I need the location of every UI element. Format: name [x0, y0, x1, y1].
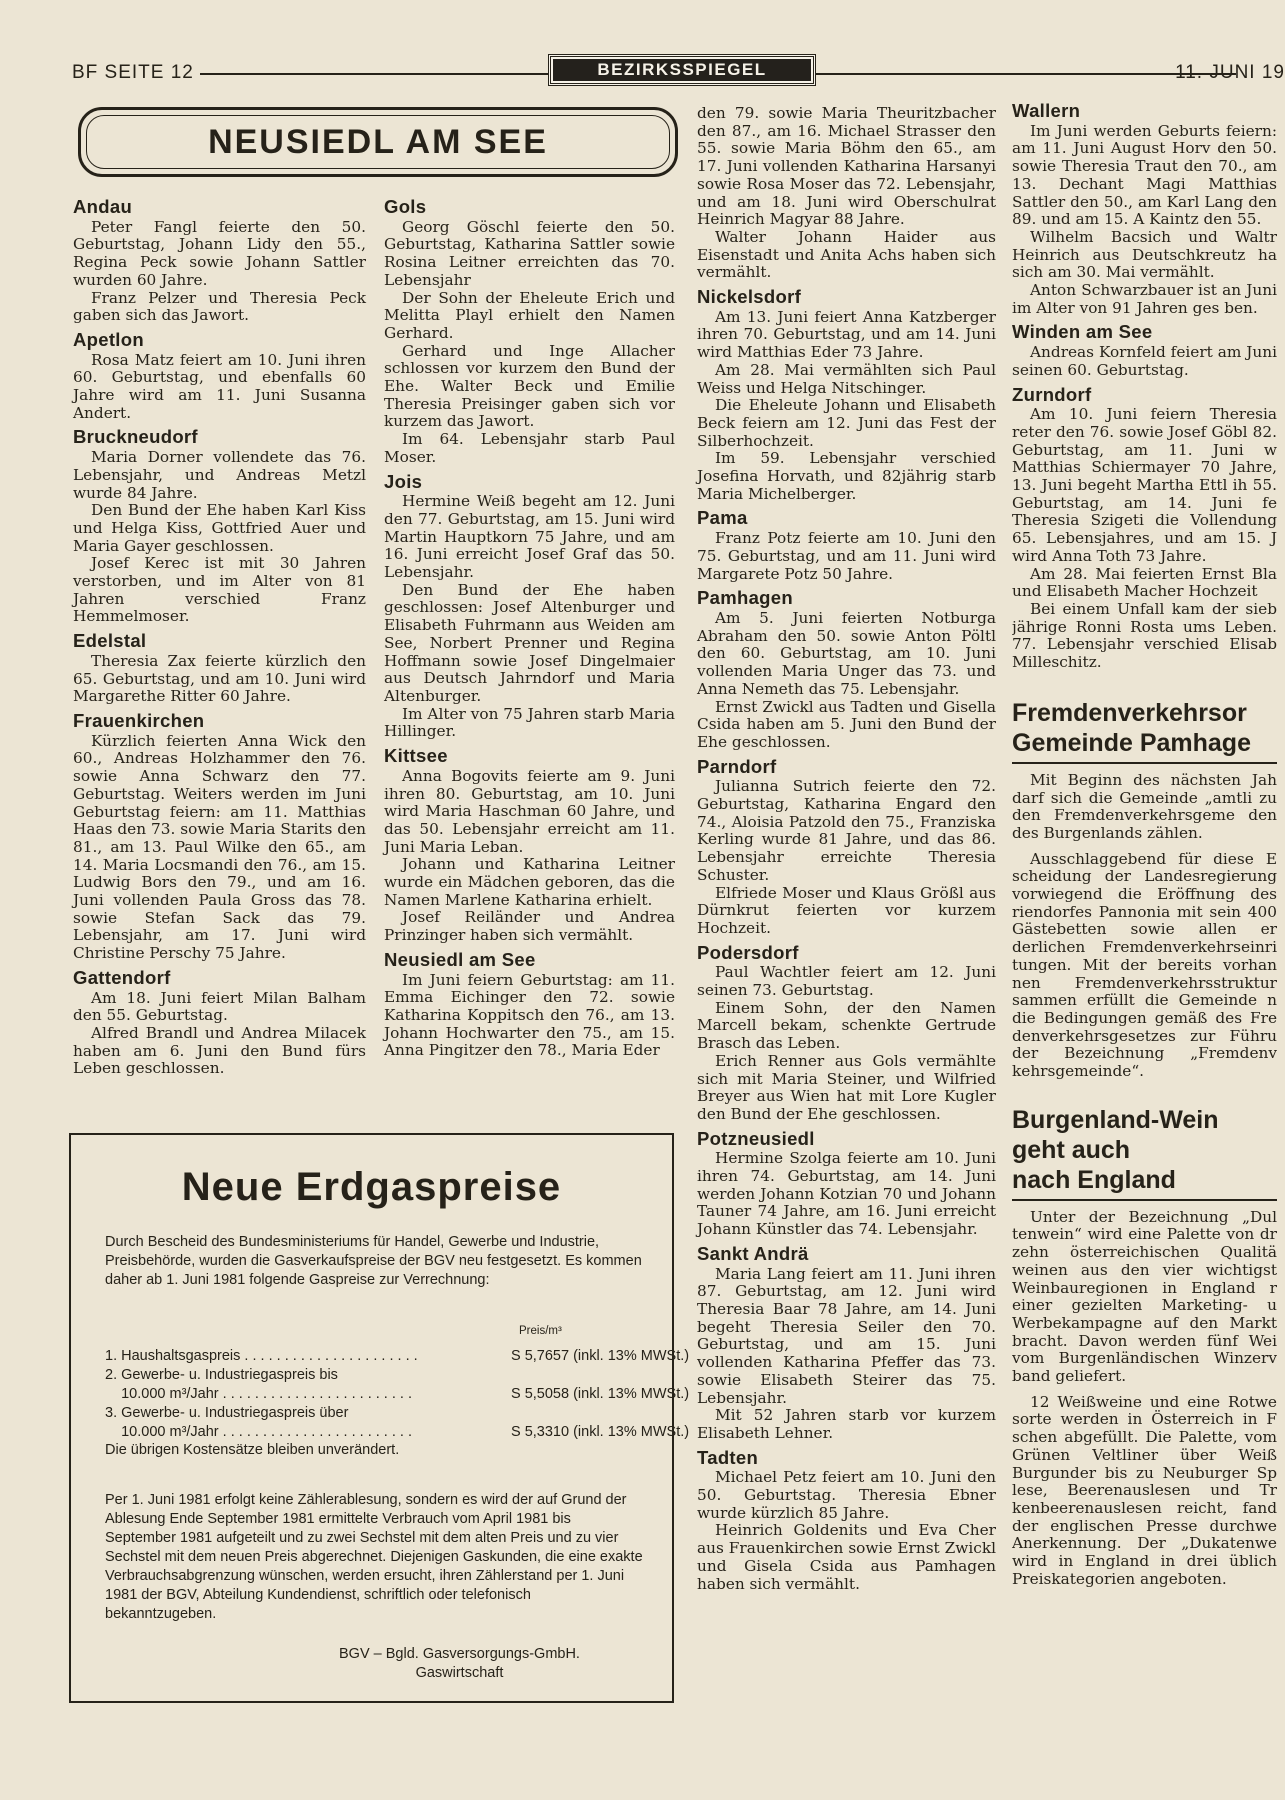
village-heading: Sankt Andrä	[697, 1242, 809, 1264]
village-heading: Podersdorf	[697, 941, 799, 963]
village-heading: Gattendorf	[73, 966, 171, 988]
village-heading: Zurndorf	[1012, 383, 1092, 405]
paragraph: Franz Potz feierte am 10. Juni den 75. Geburtstag, und am 11. Juni wird Margarete Potz 50 Jahre.	[697, 529, 996, 583]
section-label: BEZIRKSSPIEGEL	[553, 59, 811, 81]
paragraph: Die Eheleute Johann und Elisabeth Beck feiern am 12. Juni das Fest der Silberhochzeit.	[697, 396, 996, 450]
article-fremdenverkehr-title	[1012, 698, 1277, 758]
divider	[1012, 762, 1277, 764]
gas-price-ad	[69, 1133, 690, 1703]
paragraph: Mit 52 Jahren starb vor kurzem Elisabeth Lehner.	[697, 1406, 996, 1442]
village-heading: Neusiedl am See	[384, 948, 536, 970]
price-value: S 5,3310 (inkl. 13% MWSt.)	[511, 1424, 690, 1440]
village-heading: Kittsee	[384, 745, 448, 767]
paragraph: Am 28. Mai vermählten sich Paul Weiss und Helga Nitschinger.	[697, 360, 996, 397]
paragraph: Im Alter von 75 Jahren starb Maria Hillinger.	[384, 704, 675, 741]
paragraph: Kürzlich feierten Anna Wick den 60., Andreas Holzhammer den 76. sowie Anna Schwarz den 77. Geburtstag. Weiters werden im Juni Geburtstag feiern: am 11. Matthias Haas den 73. sowie Maria Starits den 81., am 13. Paul Wilke den 65., am 14. Maria Locsmandi den 76., am 15. Ludwig Bors den 79., und am 16. Juni vollenden Paula Gross das 78. sowie Stefan Sack das 79. Lebensjahr, am 17. Juni wird Christine Perschy 75 Jahre.	[73, 731, 366, 963]
title-line: Fremdenverkehrsor	[1012, 698, 1247, 727]
ad-title: Neue Erdgaspreise	[181, 1165, 562, 1209]
paragraph: Gerhard und Inge Allacher schlossen vor kurzem den Bund der Ehe. Walter Beck und Emilie Theresia Preisinger gaben sich vor kurzem das Jawort.	[384, 341, 675, 431]
paragraph: Am 18. Juni feiert Milan Balham den 55. Geburtstag.	[73, 988, 366, 1025]
paragraph: Josef Kerec ist mit 30 Jahren verstorben, und im Alter von 81 Jahren verschied Franz Hemmelmoser.	[73, 554, 366, 626]
village-heading: Andau	[73, 196, 133, 217]
paragraph: Unter der Bezeichnung „Dul tenwein“ wird eine Palette von dr zehn österreichischen Qualitä weinen aus den vier wichtigst Weinbauregionen in England r einer gezielten Marketing- u Werbekampagne auf den Markt bracht. Davon werden fünf Wei vom Burgenländischen Winzerv band geliefert.	[1012, 1207, 1277, 1386]
news-column-2	[384, 198, 675, 1060]
paragraph: Hermine Weiß begeht am 12. Juni den 77. Geburtstag, am 15. Juni wird Martin Hauptkorn 75 Jahre, und am 16. Juni erreicht Josef Graf das 50. Lebensjahr.	[384, 492, 675, 582]
village-heading: Pamhagen	[697, 587, 793, 609]
price-label: 2. Gewerbe- u. Industriegaspreis bis	[105, 1367, 338, 1383]
price-label: 10.000 m³/Jahr . . . . . . . . . . . . . . . . . . . . . . . .	[105, 1386, 413, 1402]
paragraph: Ernst Zwickl aus Tadten und Gisella Csida haben am 5. Juni den Bund der Ehe geschlossen.	[697, 697, 996, 751]
ad-intro: Durch Bescheid des Bundesministeriums für Handel, Gewerbe und Industrie, Preisbehörde, wurden die Gasverkaufspreise der BGV neu festgesetzt. Es kommen daher ab 1. Juni 1981 folgende Gaspreise zur Verrechnung:	[105, 1234, 642, 1288]
masthead-title: NEUSIEDL AM SEE	[86, 115, 670, 169]
village-news-4	[1012, 102, 1277, 672]
paragraph: Maria Dorner vollendete das 76. Lebensjahr, und Andreas Metzl wurde 84 Jahre.	[73, 448, 366, 502]
paragraph: Walter Johann Haider aus Eisenstadt und Anita Achs haben sich vermählt.	[697, 227, 996, 282]
price-label: 10.000 m³/Jahr . . . . . . . . . . . . . . . . . . . . . . . .	[105, 1424, 413, 1440]
page-number: BF SEITE 12	[72, 62, 194, 83]
price-label: 3. Gewerbe- u. Industriegaspreis über	[105, 1405, 349, 1421]
ad-note: Die übrigen Kostensätze bleiben unverändert.	[105, 1442, 400, 1458]
paragraph: Alfred Brandl und Andrea Milacek haben am 6. Juni den Bund fürs Leben geschlossen.	[73, 1023, 366, 1078]
title-line: geht auch	[1012, 1135, 1131, 1164]
masthead	[78, 107, 678, 177]
village-heading: Potzneusiedl	[697, 1127, 815, 1149]
paragraph: den 79. sowie Maria Theuritzbacher den 87., am 16. Michael Strasser den 55. sowie Maria Böhm den 65., am 17. Juni vollenden Katharina Harsanyi sowie Rosa Moser das 72. Lebensjahr, und am 18. Juni wird Oberschulrat Heinrich Magyar 88 Jahre.	[697, 104, 996, 229]
paragraph: Andreas Kornfeld feiert am Juni seinen 60. Geburtstag.	[1012, 343, 1277, 379]
header-rule-left	[200, 73, 548, 75]
paragraph: Der Sohn der Eheleute Erich und Melitta Playl erhielt den Namen Gerhard.	[384, 288, 675, 342]
village-heading: Jois	[384, 470, 423, 492]
village-heading: Winden am See	[1012, 321, 1153, 343]
paragraph: Elfriede Moser und Klaus Größl aus Dürnkrut feierten vor kurzem Hochzeit.	[697, 883, 996, 937]
paragraph: Den Bund der Ehe haben Karl Kiss und Helga Kiss, Gottfried Auer und Maria Gayer geschlossen.	[73, 501, 366, 555]
paragraph: Am 13. Juni feiert Anna Katzberger ihren 70. Geburtstag, und am 14. Juni wird Matthias Eder 73 Jahre.	[697, 307, 996, 362]
paragraph: Hermine Szolga feierte am 10. Juni ihren 74. Geburtstag, am 14. Juni werden Johann Kotzian 70 und Johann Tauner 74 Jahre, am 16. Juni erreicht Johann Künstler das 74. Lebensjahr.	[697, 1149, 996, 1239]
news-column-1	[73, 198, 366, 1078]
paragraph: Anton Schwarzbauer ist an Juni im Alter von 91 Jahren ges ben.	[1012, 281, 1277, 317]
village-heading: Parndorf	[697, 755, 777, 777]
news-column-4	[1012, 102, 1277, 1742]
paragraph: Julianna Sutrich feierte den 72. Geburtstag, Katharina Engard den 74., Aloisia Patzold den 75., Franziska Kerling wurde 81 Jahre, und das 86. Lebensjahr erreichte Theresia Schuster.	[697, 777, 996, 884]
paragraph: Theresia Zax feierte kürzlich den 65. Geburtstag, und am 10. Juni wird Margarethe Ritter 60 Jahre.	[73, 651, 366, 706]
paragraph: Wilhelm Bacsich und Waltr Heinrich aus Deutschkreutz ha sich am 30. Mai vermählt.	[1012, 227, 1277, 282]
paragraph: Franz Pelzer und Theresia Peck gaben sich das Jawort.	[73, 288, 366, 325]
paragraph: Im 59. Lebensjahr verschied Josefina Horvath, und 82jährig starb Maria Michelberger.	[697, 449, 996, 503]
title-line: nach England	[1012, 1165, 1176, 1194]
issue-date: 11. JUNI 19	[1175, 62, 1285, 83]
village-heading: Apetlon	[73, 328, 144, 350]
paragraph: Den Bund der Ehe haben geschlossen: Josef Altenburger und Elisabeth Fuhrmann aus Weiden am See, Norbert Prenner und Regina Hoffmann sowie Josef Dingelmaier aus Deutsch Jahrndorf und Maria Altenburger.	[384, 580, 675, 705]
village-heading: Bruckneudorf	[73, 426, 198, 448]
article-fremdenverkehr-body	[1012, 772, 1277, 1081]
header-rule-right	[816, 73, 1236, 75]
paragraph: Johann und Katharina Leitner wurde ein Mädchen geboren, das die Namen Marlene Katharina erhielt.	[384, 855, 675, 909]
price-value: S 5,7657 (inkl. 13% MWSt.)	[511, 1348, 690, 1364]
news-column-3	[697, 105, 996, 1593]
page-header	[70, 58, 1285, 88]
paragraph: Rosa Matz feiert am 10. Juni ihren 60. Geburtstag, und ebenfalls 60 Jahre wird am 11. Juni Susanna Andert.	[73, 350, 366, 422]
signature-line: BGV – Bgld. Gasversorgungs-GmbH.	[339, 1646, 580, 1662]
paragraph: Im Juni feiern Geburtstag: am 11. Emma Eichinger den 72. sowie Katharina Koppitsch den 76., am 13. Johann Hochwarter den 75., am 15. Anna Pingitzer den 78., Maria Eder	[384, 970, 675, 1060]
price-value: S 5,5058 (inkl. 13% MWSt.)	[511, 1386, 690, 1402]
village-heading: Wallern	[1012, 102, 1081, 121]
price-unit: Preis/m³	[519, 1325, 562, 1337]
village-heading: Pama	[697, 507, 748, 529]
paragraph: 12 Weißweine und eine Rotwe sorte werden in Österreich in F schen abgefüllt. Die Palette, vom Grünen Veltliner über Weiß Burgunder bis zu Neuburger Sp lese, Beerenauslesen und Tr kenbeerenauslesen reicht, fand der englischen Presse durchwe Anerkennung. Der „Dukatenwe wird in England in drei üblich Preiskategorien angeboten.	[1012, 1392, 1277, 1588]
ad-signature	[339, 1645, 580, 1683]
paragraph: Anna Bogovits feierte am 9. Juni ihren 80. Geburtstag, am 10. Juni wird Maria Haschman 60 Jahre, und das 50. Lebensjahr erreicht am 11. Juni Maria Leban.	[384, 766, 675, 856]
paragraph: Josef Reiländer und Andrea Prinzinger haben sich vermählt.	[384, 908, 675, 945]
article-wein-body	[1012, 1209, 1277, 1589]
village-heading: Tadten	[697, 1446, 759, 1468]
paragraph: Im 64. Lebensjahr starb Paul Moser.	[384, 430, 675, 466]
price-label: 1. Haushaltsgaspreis . . . . . . . . . . . . . . . . . . . . . .	[105, 1348, 418, 1364]
paragraph: Georg Göschl feierte den 50. Geburtstag, Katharina Sattler sowie Rosina Leitner erreichten das 70. Lebensjahr	[384, 217, 675, 289]
divider	[1012, 1199, 1277, 1201]
paragraph: Bei einem Unfall kam der sieb jährige Ronni Rosta ums Leben. 77. Lebensjahr verschied Elisab Milleschitz.	[1012, 599, 1277, 672]
paragraph: Paul Wachtler feiert am 12. Juni seinen 73. Geburtstag.	[697, 963, 996, 1000]
article-wein-title	[1012, 1105, 1277, 1195]
paragraph: Maria Lang feiert am 11. Juni ihren 87. Geburtstag, am 12. Juni wird Theresia Baar 78 Jahre, am 14. Juni begeht Theresia Seiler den 70. Geburtstag, und am 15. Juni vollenden Katharina Pfeffer das 73. sowie Elisabeth Steirer das 75. Lebensjahr.	[697, 1264, 996, 1407]
paragraph: Einem Sohn, der den Namen Marcell bekam, schenkte Gertrude Brasch das Leben.	[697, 998, 996, 1053]
paragraph: Am 28. Mai feierten Ernst Bla und Elisabeth Macher Hochzeit	[1012, 564, 1277, 601]
village-heading: Edelstal	[73, 630, 147, 652]
paragraph: Am 10. Juni feiern Theresia reter den 76. sowie Josef Göbl 82. Geburtstag, am 11. Juni w Matthias Schiermayer 70 Jahre, 13. Juni begeht Martha Ettl ih 55. Geburtstag, am 14. Juni fe Theresia Szigeti die Vollendung 65. Lebensjahres, und am 15. J wird Anna Toth 73 Jahre.	[1012, 405, 1277, 565]
section-label-box	[548, 54, 816, 86]
paragraph: Am 5. Juni feierten Notburga Abraham den 50. sowie Anton Pöltl den 60. Geburtstag, am 10. Juni vollenden Maria Unger das 73. und Anna Nemeth das 75. Lebensjahr.	[697, 608, 996, 698]
village-heading: Frauenkirchen	[73, 709, 205, 731]
village-heading: Nickelsdorf	[697, 286, 802, 308]
paragraph: Heinrich Goldenits und Eva Cher aus Frauenkirchen sowie Ernst Zwickl und Gisela Csida aus Pamhagen haben sich vermählt.	[697, 1521, 996, 1593]
paragraph: Ausschlaggebend für diese E scheidung der Landesregierung vorwiegend die Eröffnung des riendorfes Pannonia mit sein 400 Gästebetten sowie allen er derlichen Fremdenverkehrseinri tungen. Mit der bereits vorhan nen Fremdenverkehrsstruktur sammen erfüllt die Gemeinde n die Bedingungen gemäß des Fre denverkehrsgesetzes zur Führu der Bezeichnung „Fremdenv kehrsgemeinde“.	[1012, 849, 1277, 1081]
paragraph: Mit Beginn des nächsten Jah darf sich die Gemeinde „amtli zu den Fremdenverkehrsgeme den des Burgenlands zählen.	[1012, 770, 1277, 842]
paragraph: Peter Fangl feierte den 50. Geburtstag, Johann Lidy den 55., Regina Peck sowie Johann Sattler wurden 60 Jahre.	[73, 217, 366, 289]
signature-line: Gaswirtschaft	[415, 1665, 504, 1681]
title-line: Gemeinde Pamhage	[1012, 728, 1251, 757]
title-line: Burgenland-Wein	[1012, 1105, 1219, 1134]
paragraph: Michael Petz feiert am 10. Juni den 50. Geburtstag. Theresia Ebner wurde kürzlich 85 Jahre.	[697, 1468, 996, 1522]
paragraph: Im Juni werden Geburts feiern: am 11. Juni August Horv den 50. sowie Theresia Traut den 70., am 13. Dechant Magi Matthias Sattler den 50., am Karl Lang den 89. und am 15. A Kaintz den 55.	[1012, 121, 1277, 229]
paragraph: Erich Renner aus Gols vermählte sich mit Maria Steiner, und Wilfried Breyer aus Wien hat mit Lore Kugler den Bund der Ehe geschlossen.	[697, 1051, 996, 1123]
village-heading: Gols	[384, 196, 427, 217]
ad-body: Per 1. Juni 1981 erfolgt keine Zählerablesung, sondern es wird der auf Grund der Ablesung Ende September 1981 ermittelte Verbrauch vom April 1981 bis September 1981 aufgeteilt und zu zwei Sechstel mit dem alten Preis und zu vier Sechstel mit dem neuen Preis abgerechnet. Diejenigen Gaskunden, die eine exakte Verbrauchsabgrenzung wünschen, werden ersucht, ihren Zählerstand per 1. Juni 1981 der BGV, Abteilung Kundendienst, schriftlich oder telefonisch bekanntzugeben.	[105, 1492, 643, 1622]
